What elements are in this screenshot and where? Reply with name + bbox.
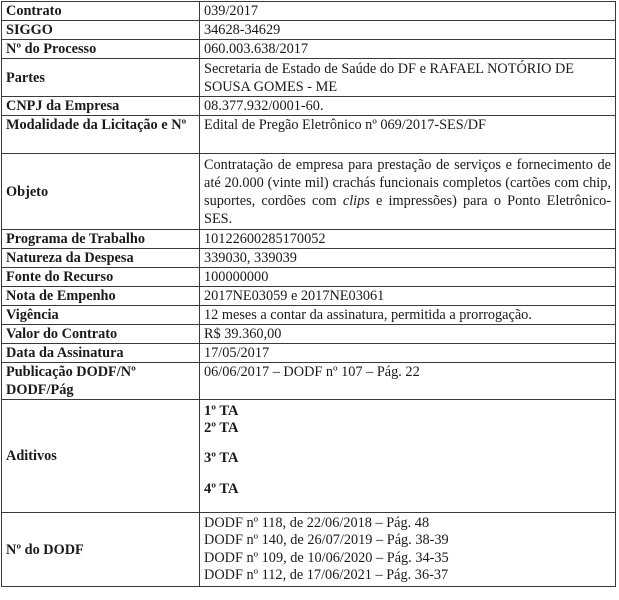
row-label: Valor do Contrato (2, 325, 200, 344)
row-value: 08.377.932/0001-60. (200, 97, 616, 116)
row-label: Programa de Trabalho (2, 230, 200, 249)
row-value: Secretaria de Estado de Saúde do DF e RAFAEL NOTÓRIO DE SOUSA GOMES - ME (200, 59, 616, 97)
table-row (2, 400, 616, 513)
table-row (2, 363, 616, 400)
row-value: Edital de Pregão Eletrônico nº 069/2017-SES/DF (200, 116, 616, 154)
dodf-line: DODF nº 118, de 22/06/2018 – Pág. 48 (204, 514, 430, 531)
row-label: Fonte do Recurso (2, 268, 200, 287)
table-row (2, 344, 616, 363)
row-value: 12 meses a contar da assinatura, permitida a prorrogação. (200, 306, 616, 325)
dodf-list (200, 513, 616, 587)
row-value: 17/05/2017 (200, 344, 616, 363)
table-row (2, 21, 616, 40)
aditivo-item: 3º TA (204, 450, 239, 466)
objeto-text-end: e impressões) para o Ponto Eletrônico-SES. (204, 192, 611, 227)
row-value: 339030, 339039 (200, 249, 616, 268)
row-label: Nota de Empenho (2, 287, 200, 306)
row-label: Vigência (2, 306, 200, 325)
table-row (2, 2, 616, 21)
table-row (2, 249, 616, 268)
table-row (2, 325, 616, 344)
row-value: 10122600285170052 (200, 230, 616, 249)
row-label: Objeto (2, 154, 200, 230)
table-row (2, 268, 616, 287)
aditivo-item: 1º TA (204, 403, 239, 419)
row-label: Aditivos (2, 400, 200, 513)
aditivos-list (200, 400, 616, 513)
dodf-line: DODF nº 112, de 17/06/2021 – Pág. 36-37 (204, 567, 449, 583)
row-label: Nº do DODF (2, 513, 200, 587)
row-label: Publicação DODF/Nº DODF/Pág (2, 363, 200, 400)
row-label: Partes (2, 59, 200, 97)
row-label: Natureza da Despesa (2, 249, 200, 268)
table-row (2, 306, 616, 325)
objeto-text-italic: clips (342, 192, 370, 209)
table-row (2, 40, 616, 59)
row-label: SIGGO (2, 21, 200, 40)
row-label: Contrato (2, 2, 200, 21)
row-value: 060.003.638/2017 (200, 40, 616, 59)
row-value: 06/06/2017 – DODF nº 107 – Pág. 22 (200, 363, 616, 400)
row-value: 100000000 (200, 268, 616, 287)
row-value: R$ 39.360,00 (200, 325, 616, 344)
dodf-line: DODF nº 140, de 26/07/2019 – Pág. 38-39 (204, 532, 449, 548)
aditivo-item: 4º TA (204, 481, 239, 497)
table-row (2, 116, 616, 154)
row-value: 34628-34629 (200, 21, 616, 40)
table-row (2, 287, 616, 306)
dodf-line: DODF nº 109, de 10/06/2020 – Pág. 34-35 (204, 549, 449, 566)
row-label: Nº do Processo (2, 40, 200, 59)
objeto-value (200, 154, 616, 230)
aditivo-item: 2º TA (204, 420, 239, 436)
objeto-text-start: Contratação de empresa para prestação de serviços e fornecimento de até 20.000 (vinte mil) crachás funcionais completos (cartões com chip, suportes, cordões com (204, 156, 611, 209)
row-label: Data da Assinatura (2, 344, 200, 363)
table-row (2, 154, 616, 230)
table-row (2, 97, 616, 116)
row-label: CNPJ da Empresa (2, 97, 200, 116)
row-value: 2017NE03059 e 2017NE03061 (200, 287, 616, 306)
contract-table (1, 1, 616, 587)
row-label: Modalidade da Licitação e Nº (2, 116, 200, 154)
row-value: 039/2017 (200, 2, 616, 21)
table-row (2, 59, 616, 97)
table-row (2, 513, 616, 587)
table-row (2, 230, 616, 249)
